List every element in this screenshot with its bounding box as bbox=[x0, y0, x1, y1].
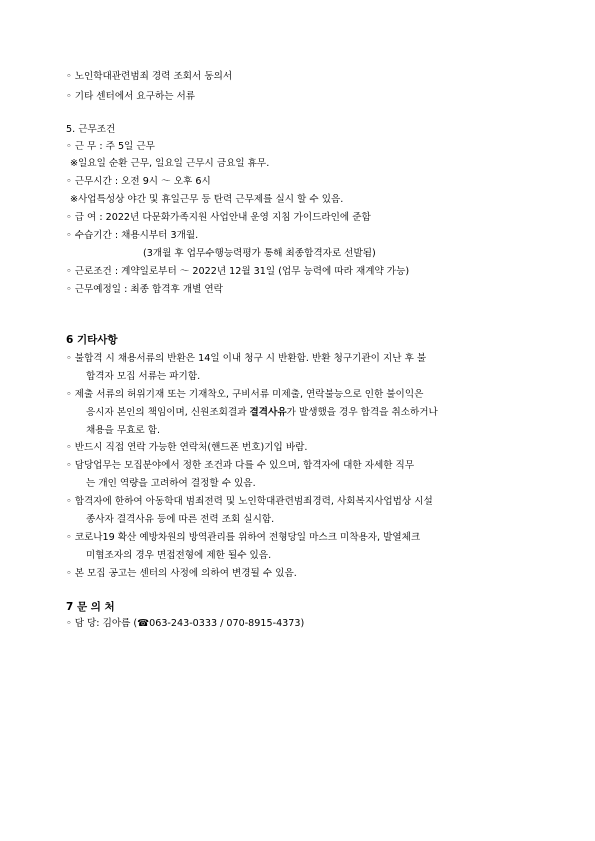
salary-item: ◦ 급 여 : 2022년 다문화가족지원 사업안내 운영 지침 가이드라인에 준함 bbox=[66, 212, 371, 223]
list-item: ◦ 반드시 직접 연락 가능한 연락처(핸드폰 번호)기입 바람. bbox=[66, 442, 308, 453]
work-hours-note: ※사업특성상 야간 및 휴일근무 등 탄력 근무제를 실시 할 수 있음. bbox=[70, 194, 344, 205]
text-run: 응시자 본인의 책임이며, 신원조회결과 bbox=[86, 407, 250, 418]
contact-item: ◦ 담 당: 김아름 (☎063-243-0333 / 070-8915-4373) bbox=[66, 618, 305, 629]
list-item-continuation: 합격자 모집 서류는 파기함. bbox=[86, 371, 201, 382]
contract-item: ◦ 근로조건 : 계약일로부터 ～ 2022년 12월 31일 (업무 능력에 따라 재계약 가능) bbox=[66, 266, 410, 277]
list-item: ◦ 제출 서류의 허위기재 또는 기재착오, 구비서류 미제출, 연락불능으로 인한 불이익은 bbox=[66, 389, 424, 400]
list-item: ◦ 기타 센터에서 요구하는 서류 bbox=[66, 91, 196, 102]
work-hours-item: ◦ 근무시간 : 오전 9시 ～ 오후 6시 bbox=[66, 176, 211, 187]
section-6-title: 6 기타사항 bbox=[66, 334, 118, 346]
list-item: ◦ 코로나19 확산 예방차원의 방역관리를 위하여 전형당일 마스크 미착용자, 발열체크 bbox=[66, 532, 421, 543]
work-days-item: ◦ 근 무 : 주 5일 근무 bbox=[66, 141, 155, 152]
list-item-continuation: 채용을 무효로 함. bbox=[86, 425, 161, 436]
list-item-continuation: 는 개인 역량을 고려하여 결정할 수 있음. bbox=[86, 478, 256, 489]
probation-note: (3개월 후 업무수행능력평가 통해 최종합격자로 선발됨) bbox=[143, 248, 376, 259]
text-run: 가 발생했을 경우 합격을 취소하거나 bbox=[286, 407, 438, 418]
probation-item: ◦ 수습기간 : 채용시부터 3개월. bbox=[66, 230, 199, 241]
list-item: ◦ 본 모집 공고는 센터의 사정에 의하여 변경될 수 있음. bbox=[66, 568, 297, 579]
start-date-item: ◦ 근무예정일 : 최종 합격후 개별 연락 bbox=[66, 284, 223, 295]
work-days-note: ※일요일 순환 근무, 일요일 근무시 금요일 휴무. bbox=[70, 158, 270, 169]
section-7-title: 7 문 의 처 bbox=[66, 601, 115, 613]
emphasis-text: 결격사유 bbox=[249, 407, 287, 418]
list-item-continuation: 미협조자의 경우 면접전형에 제한 될수 있음. bbox=[86, 550, 272, 561]
list-item-continuation: 종사자 결격사유 등에 따른 전력 조회 실시함. bbox=[86, 514, 275, 525]
list-item-continuation bbox=[86, 407, 438, 419]
list-item: ◦ 노인학대관련범죄 경력 조회서 동의서 bbox=[66, 71, 233, 82]
list-item: ◦ 불합격 시 채용서류의 반환은 14일 이내 청구 시 반환함. 반환 청구기관이 지난 후 불 bbox=[66, 353, 427, 364]
list-item: ◦ 담당업무는 모집분야에서 정한 조건과 다를 수 있으며, 합격자에 대한 자세한 직무 bbox=[66, 460, 415, 471]
section-5-title: 5. 근무조건 bbox=[66, 124, 116, 135]
list-item: ◦ 합격자에 한하여 아동학대 범죄전력 및 노인학대관련범죄경력, 사회복지사업법상 시설 bbox=[66, 496, 433, 507]
